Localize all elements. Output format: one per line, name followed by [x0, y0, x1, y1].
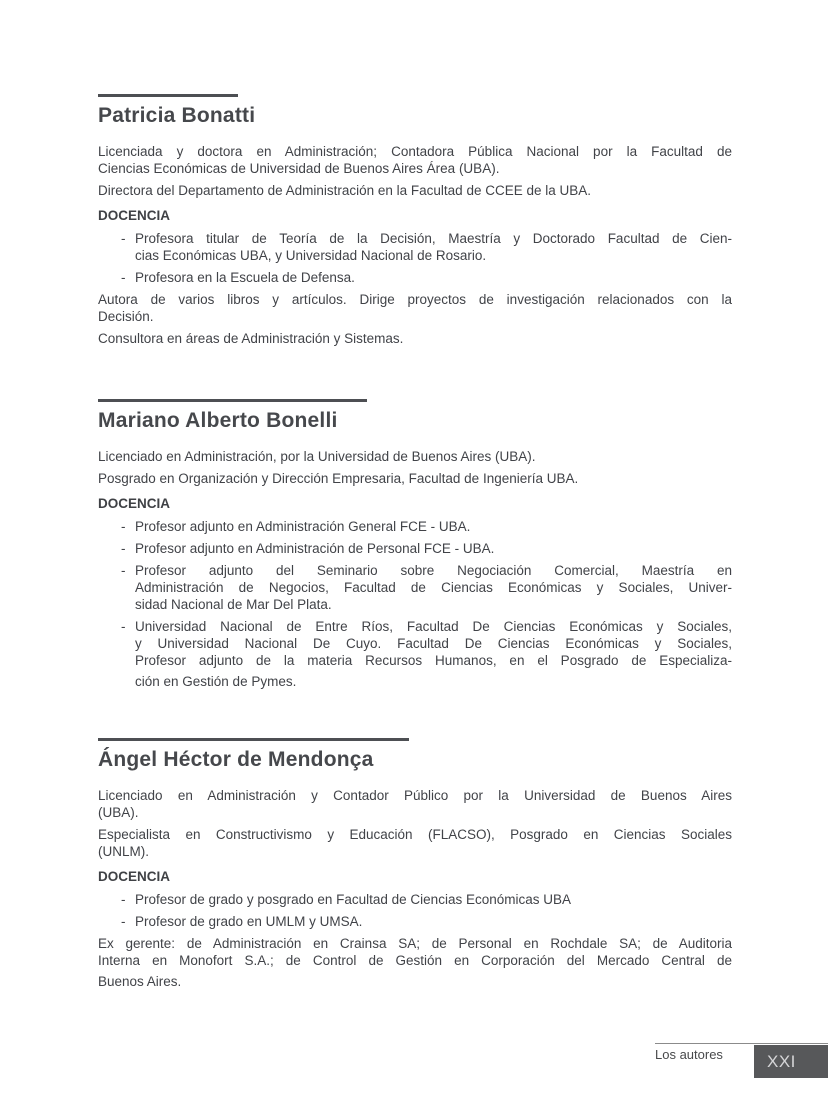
list-item — [98, 562, 732, 613]
page-number: XXI — [767, 1052, 796, 1071]
author-name: Mariano Alberto Bonelli — [98, 409, 338, 432]
bio-paragraph — [98, 330, 732, 347]
docencia-heading: DOCENCIA — [98, 496, 171, 511]
list-item — [98, 891, 732, 908]
list-item — [98, 913, 732, 930]
list-item — [98, 540, 732, 557]
list-item — [98, 518, 732, 535]
text-line: Licenciado en Administración y Contador Público por la Universidad de Buenos Aires — [98, 788, 732, 803]
text-line: (UBA). — [98, 805, 139, 820]
page-content — [98, 94, 732, 995]
text-line: ción en Gestión de Pymes. — [135, 674, 297, 689]
text-line: cias Económicas UBA, y Universidad Nacional de Rosario. — [135, 248, 487, 263]
section-divider — [98, 738, 409, 741]
text-line: Licenciado en Administración, por la Universidad de Buenos Aires (UBA). — [98, 449, 536, 464]
bio-paragraph — [98, 291, 732, 325]
text-line: Autora de varios libros y artículos. Dirige proyectos de investigación relacionados con la — [98, 292, 732, 307]
text-line: Consultora en áreas de Administración y Sistemas. — [98, 331, 404, 346]
bio-paragraph — [98, 470, 732, 487]
text-line: Posgrado en Organización y Dirección Empresaria, Facultad de Ingeniería UBA. — [98, 471, 579, 486]
text-line: Profesora en la Escuela de Defensa. — [135, 270, 355, 285]
docencia-heading: DOCENCIA — [98, 208, 171, 223]
bio-paragraph — [98, 143, 732, 177]
bio-paragraph — [98, 787, 732, 821]
list-item — [98, 618, 732, 690]
text-line: Ciencias Económicas de Universidad de Buenos Aires Área (UBA). — [98, 161, 500, 176]
text-line: Buenos Aires. — [98, 974, 182, 989]
bullet-dash: - — [121, 270, 126, 285]
bullet-dash: - — [121, 619, 126, 634]
text-line: Profesor adjunto en Administración General FCE - UBA. — [135, 519, 471, 534]
author-name: Ángel Héctor de Mendonça — [98, 748, 374, 771]
text-line: y Universidad Nacional De Cuyo. Facultad De Ciencias Económicas y Sociales, — [135, 636, 732, 651]
bio-paragraph — [98, 935, 732, 990]
bullet-dash: - — [121, 541, 126, 556]
text-line: Profesor adjunto de la materia Recursos Humanos, en el Posgrado de Especializa- — [135, 653, 732, 668]
text-line: Profesor adjunto en Administración de Personal FCE - UBA. — [135, 541, 495, 556]
section-divider — [98, 399, 367, 402]
text-line: Ex gerente: de Administración en Crainsa SA; de Personal en Rochdale SA; de Auditoria — [98, 936, 732, 951]
text-line: Decisión. — [98, 309, 154, 324]
bullet-dash: - — [121, 231, 126, 246]
docencia-heading: DOCENCIA — [98, 869, 171, 884]
text-line: Interna en Monofort S.A.; de Control de Gestión en Corporación del Mercado Central de — [98, 953, 732, 968]
bullet-dash: - — [121, 914, 126, 929]
text-line: Profesor adjunto del Seminario sobre Negociación Comercial, Maestría en — [135, 563, 732, 578]
bio-paragraph — [98, 448, 732, 465]
text-line: Profesora titular de Teoría de la Decisión, Maestría y Doctorado Facultad de Cien- — [135, 231, 732, 246]
author-section-bonelli — [98, 399, 732, 690]
bullet-dash: - — [121, 519, 126, 534]
text-line: Directora del Departamento de Administración en la Facultad de CCEE de la UBA. — [98, 183, 592, 198]
text-line: Administración de Negocios, Facultad de Ciencias Económicas y Sociales, Univer- — [135, 580, 732, 595]
author-section-bonatti — [98, 94, 732, 347]
text-line: Especialista en Constructivismo y Educación (FLACSO), Posgrado en Ciencias Sociales — [98, 827, 732, 842]
text-line: Profesor de grado en UMLM y UMSA. — [135, 914, 363, 929]
author-section-mendonca — [98, 738, 732, 990]
text-line: (UNLM). — [98, 844, 149, 859]
page-number-box — [754, 1045, 828, 1078]
section-divider — [98, 94, 238, 97]
bio-paragraph — [98, 826, 732, 860]
bio-paragraph — [98, 182, 732, 199]
text-line: Profesor de grado y posgrado en Facultad de Ciencias Económicas UBA — [135, 892, 571, 907]
author-name: Patricia Bonatti — [98, 104, 256, 127]
list-item — [98, 230, 732, 264]
text-line: sidad Nacional de Mar Del Plata. — [135, 597, 332, 612]
list-item — [98, 269, 732, 286]
footer-label: Los autores — [655, 1047, 723, 1062]
text-line: Universidad Nacional de Entre Ríos, Facultad De Ciencias Económicas y Sociales, — [135, 619, 732, 634]
text-line: Licenciada y doctora en Administración; Contadora Pública Nacional por la Facultad de — [98, 144, 732, 159]
bullet-dash: - — [121, 892, 126, 907]
bullet-dash: - — [121, 563, 126, 578]
footer-rule — [655, 1043, 828, 1044]
